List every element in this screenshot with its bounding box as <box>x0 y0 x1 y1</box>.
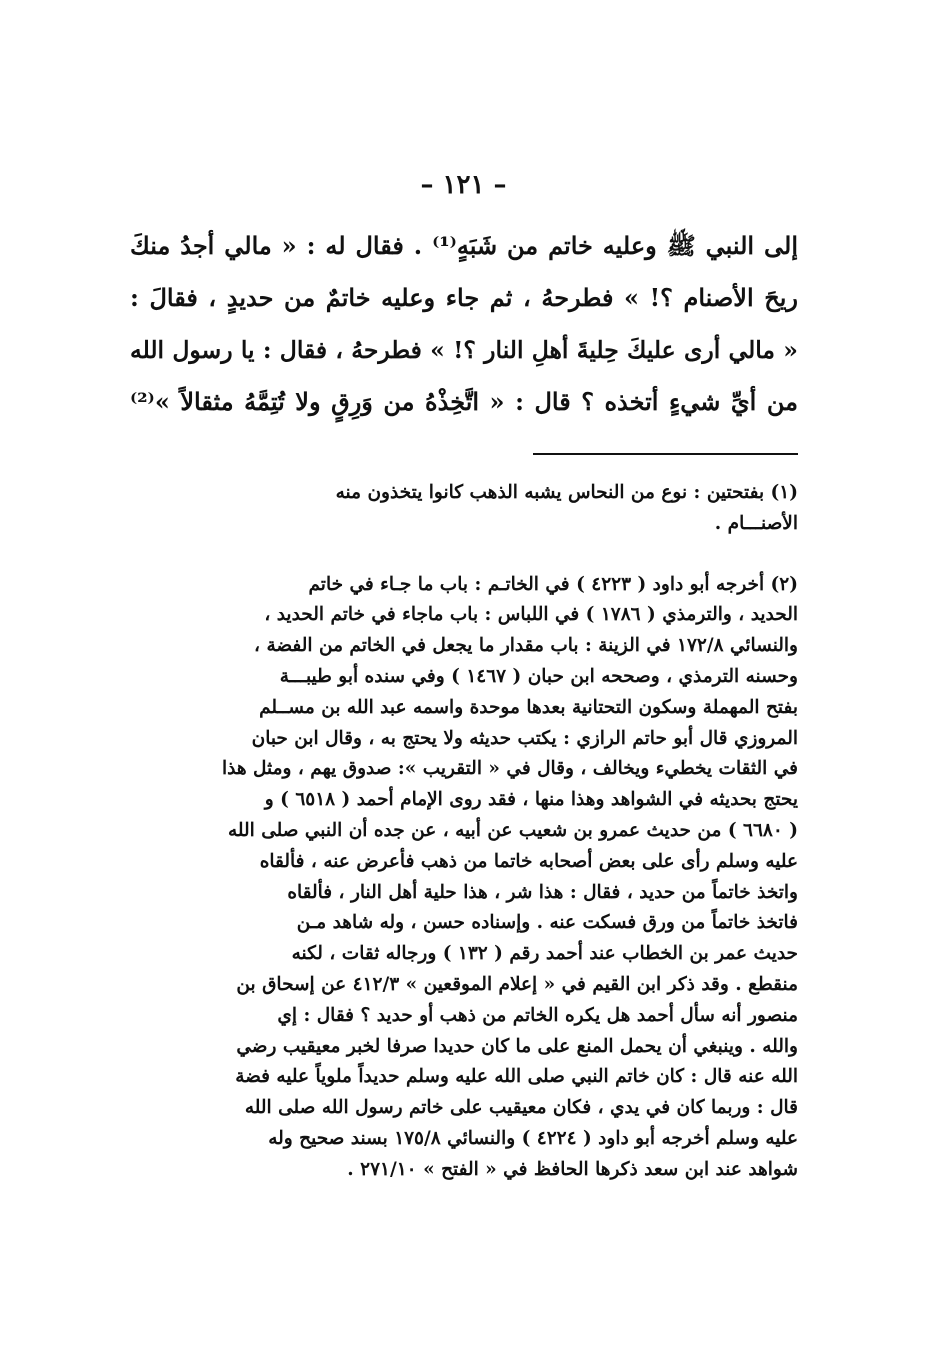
main-text-line: من أيِّ شيءٍ أتخذه ؟ قال : « اتَّخِذْهُ من وَرِقٍ ولا تُتِمَّهُ مثقالاً »⁽²⁾ <box>130 387 798 416</box>
footnote-line: يحتج بحديثه في الشواهد وهذا منها ، فقد روى الإمام أحمد ( ٦٥١٨ ) و <box>264 789 798 811</box>
footnotes-block <box>130 478 798 1186</box>
footnote-line: عليه وسلم رأى على بعض أصحابه خاتما من ذهب فأعرض عنه ، فألقاه <box>259 850 798 872</box>
footnote-line: (٢) أخرجه أبو داود ( ٤٢٢٣ ) في الخاتـم : باب ما جـاء في خاتم <box>308 573 798 595</box>
page-number: – ١٢١ – <box>420 170 507 200</box>
footnote-line: واتخذ خاتماً من حديد ، فقال : هذا شر ، هذا حلية أهل النار ، فألقاه <box>287 881 798 903</box>
footnote-line: المروزي قال أبو حاتم الرازي : يكتب حديثه ولا يحتج به ، وقال ابن حبان <box>251 727 798 749</box>
footnote-1 <box>130 478 798 540</box>
footnote-line: والله . وينبغي أن يحمل المنع على ما كان حديدا صرفا لخبر معيقيب رضي <box>236 1035 798 1057</box>
footnote-line: ( ٦٦٨٠ ) من حديث عمرو بن شعيب عن أبيه ، عن جده أن النبي صلى الله <box>227 819 798 841</box>
main-text-line: ريحَ الأصنام ؟! » فطرحهُ ، ثم جاء وعليه خاتمٌ من حديدٍ ، فقالَ : <box>130 283 798 312</box>
footnote-separator <box>533 453 798 455</box>
footnote-line: قال : وربما كان في يدي ، فكان معيقيب على خاتم رسول الله صلى الله <box>244 1097 798 1119</box>
footnote-line: منقطع . وقد ذكر ابن القيم في « إعلام الموقعين » ٤١٢/٣ عن إسحاق بن <box>236 973 798 995</box>
footnote-line: شواهد عند ابن سعد ذكرها الحافظ في « الفتح » ٢٧١/١٠ . <box>347 1158 798 1180</box>
footnote-line: الحديد ، والترمذي ( ١٧٨٦ ) في اللباس : باب ماجاء في خاتم الحديد ، <box>264 604 798 626</box>
footnote-line: والنسائي ١٧٢/٨ في الزينة : باب مقدار ما يجعل في الخاتم من الفضة ، <box>254 635 798 657</box>
footnote-line: وحسنه الترمذي ، وصححه ابن حبان ( ١٤٦٧ ) وفي سنده أبو طيبـــة <box>279 665 798 687</box>
footnote-line: منصور أنه سأل أحمد هل يكره الخاتم من ذهب أو حديد ؟ فقال : إي <box>277 1004 798 1026</box>
footnote-line: في الثقات يخطيء ويخالف ، وقال في « التقريب »: صدوق يهم ، ومثل هذا <box>221 758 798 780</box>
footnote-line: (١) بفتحتين : نوع من النحاس يشبه الذهب كانوا يتخذون منه <box>335 482 798 503</box>
footnote-line: فاتخذ خاتماً من ورق فسكت عنه . وإسناده حسن ، وله شاهد مـن <box>296 912 798 934</box>
footnote-2 <box>130 570 798 1186</box>
footnote-line: حديث عمر بن الخطاب عند أحمد رقم ( ١٣٢ ) ورجاله ثقات ، لكنه <box>291 943 798 965</box>
main-text-line: إلى النبي ﷺ وعليه خاتم من شَبَهٍ⁽¹⁾ . فقال له : « مالي أجدُ منكَ <box>130 231 798 260</box>
footnote-line: الأصنـــام . <box>714 512 798 534</box>
main-text-block <box>130 220 798 428</box>
footnote-line: عليه وسلم أخرجه أبو داود ( ٤٢٢٤ ) والنسائي ١٧٥/٨ بسند صحيح وله <box>268 1127 798 1149</box>
footnote-line: بفتح المهملة وسكون التحتانية بعدها موحدة واسمه عبد الله بن مســلم <box>259 696 798 718</box>
footnote-gap <box>130 540 798 570</box>
main-text-line: « مالي أرى عليكَ حِليةَ أهلِ النار ؟! » فطرحهُ ، فقال : يا رسول الله <box>130 336 798 364</box>
footnote-line: الله عنه قال : كان خاتم النبي صلى الله عليه وسلم حديداً ملوياً عليه فضة <box>235 1066 798 1088</box>
